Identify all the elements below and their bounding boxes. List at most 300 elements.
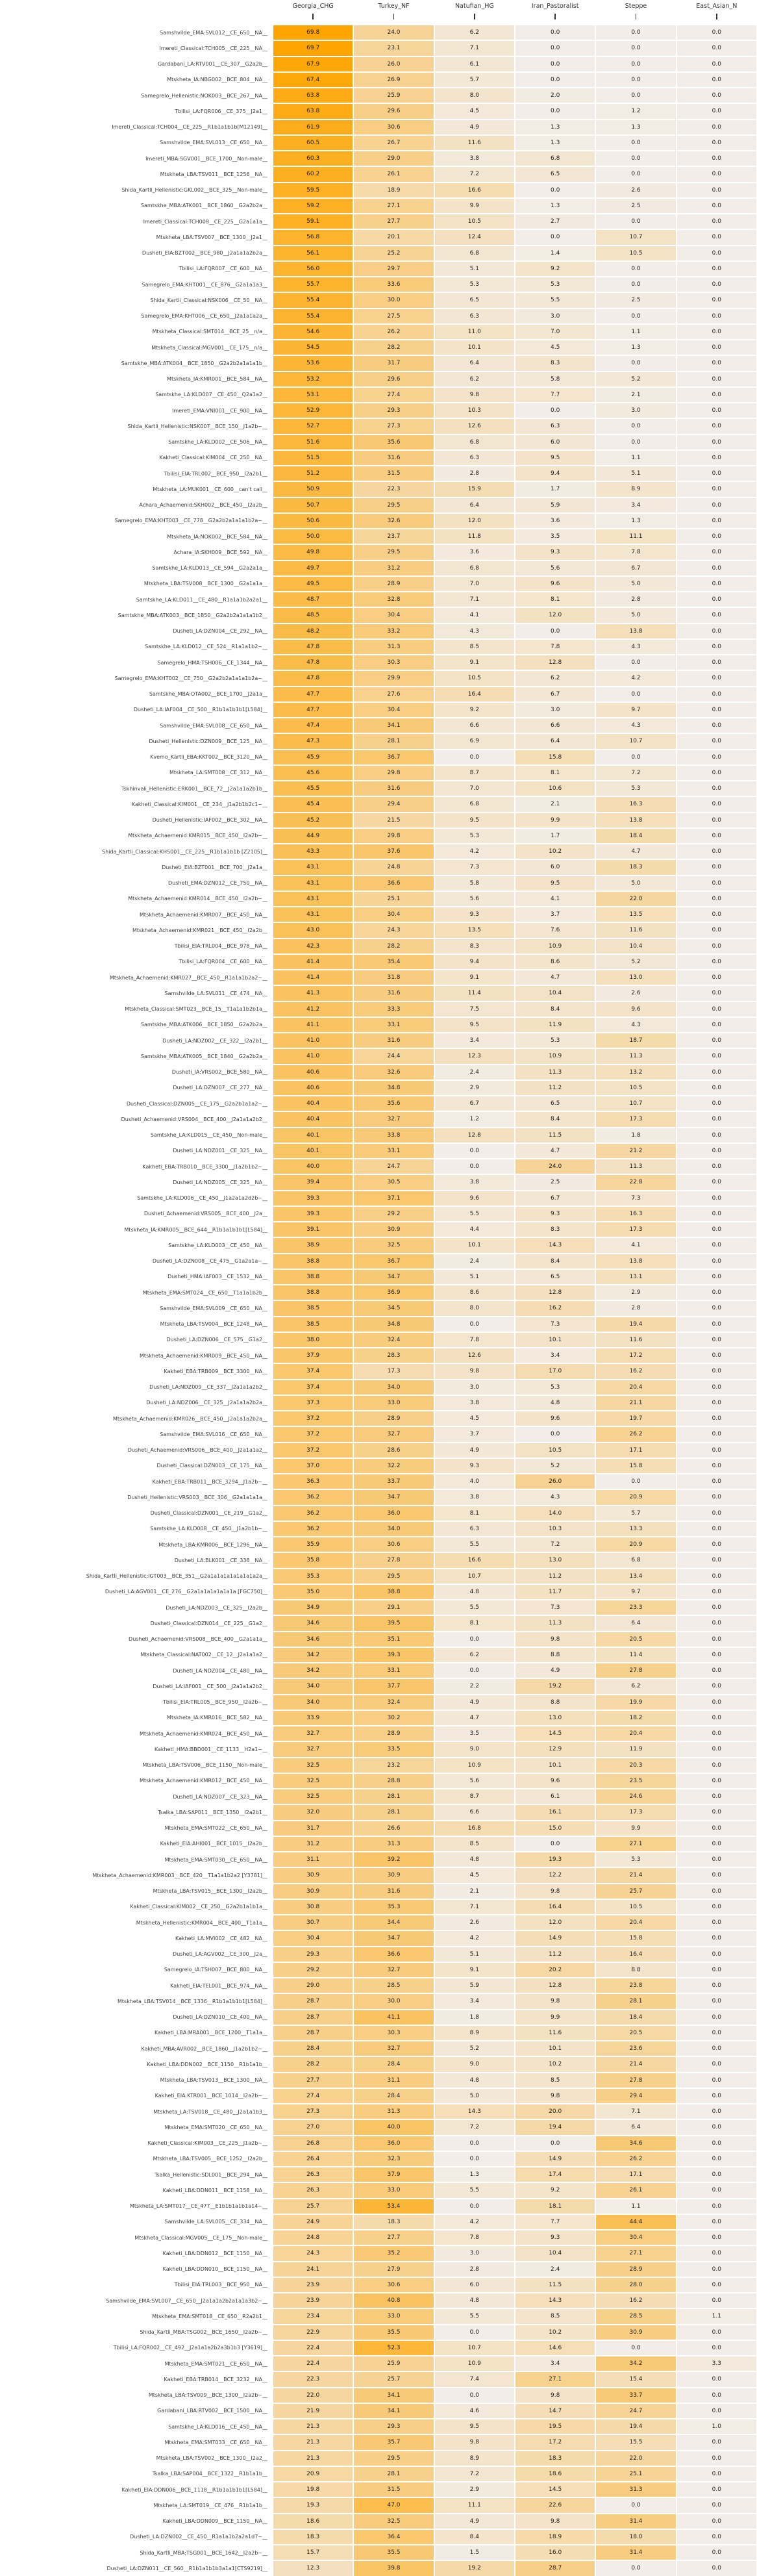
heatmap-cell: 3.4 [434,1993,515,2009]
heatmap-cell: 54.5 [273,340,353,355]
heatmap-cell: 9.8 [515,1993,595,2009]
heatmap-cell: 0.0 [676,922,757,938]
heatmap-cell: 0.0 [676,1663,757,1678]
heatmap-cell: 11.3 [595,1048,676,1064]
heatmap-cell: 3.0 [595,403,676,418]
heatmap-cell: 34.7 [353,1269,434,1285]
heatmap-cell: 42.3 [273,939,353,954]
heatmap-cell: 10.9 [434,2356,515,2371]
heatmap-cell: 0.0 [676,2482,757,2497]
heatmap-cell: 7.6 [515,922,595,938]
heatmap-cell: 35.6 [353,1096,434,1111]
heatmap-cell: 3.8 [434,1489,515,1505]
heatmap-cell: 0.0 [595,435,676,450]
heatmap-cell: 56.0 [273,261,353,277]
heatmap-cell: 4.1 [515,891,595,907]
heatmap-cell: 6.8 [515,151,595,166]
row-label: Kakheti_LBA:MRA001__BCE_1200__T1a1a__ [0,2025,273,2041]
row-label: Imereti_MBA:SGV001__BCE_1700__Non-male__ [0,151,273,166]
heatmap-cell: 33.2 [353,624,434,639]
heatmap-row [0,2277,757,2293]
heatmap-cell: 7.8 [434,2230,515,2245]
row-label: Mtskheta_EMA:SMT024__CE_650__T1a1a1b2b__ [0,1285,273,1300]
row-label: Mtskheta_LBA:TSV013__BCE_1300__NA__ [0,2073,273,2088]
heatmap-cell: 4.3 [595,639,676,655]
heatmap-cell: 28.2 [353,939,434,954]
heatmap-cell: 34.2 [595,2356,676,2371]
heatmap-cell: 31.3 [353,1836,434,1852]
heatmap-cell: 10.5 [595,246,676,261]
heatmap-cell: 34.0 [273,1678,353,1694]
heatmap-row [0,1332,757,1348]
heatmap-cell: 37.2 [273,1411,353,1426]
heatmap-cell: 29.8 [353,765,434,781]
heatmap-cell: 13.8 [595,813,676,828]
heatmap-row [0,1159,757,1174]
row-label: Tsalka_LBA:SAP011__BCE_1350__I2a2b1__ [0,1804,273,1820]
row-label: Mtskheta_LBA:TSV006__BCE_1150__Non-male__ [0,1758,273,1773]
heatmap-cell: 0.0 [676,718,757,733]
heatmap-row [0,561,757,576]
heatmap-cell: 28.4 [273,2041,353,2056]
heatmap-cell: 6.8 [595,1552,676,1568]
row-label: Samshvilde_EMA:SVL009__CE_650__NA__ [0,1300,273,1316]
row-label: Samshvilde_EMA:SVL013__CE_650__NA__ [0,135,273,151]
heatmap-cell: 22.3 [273,2371,353,2387]
heatmap-cell: 0.0 [676,481,757,497]
heatmap-cell: 9.9 [515,2010,595,2025]
heatmap-cell: 0.0 [676,1159,757,1174]
heatmap-cell: 5.7 [595,1506,676,1521]
heatmap-cell: 31.6 [353,1884,434,1899]
heatmap-cell: 7.3 [515,1317,595,1332]
heatmap-row [0,1443,757,1458]
heatmap-cell: 30.4 [273,1930,353,1946]
heatmap-cell: 6.9 [434,733,515,749]
heatmap-cell: 5.0 [595,576,676,592]
row-label: Kakheti_LBA:DDN011__BCE_1158__NA__ [0,2182,273,2198]
heatmap-cell: 1.2 [595,103,676,119]
heatmap-cell: 20.2 [515,1962,595,1978]
heatmap-cell: 32.8 [353,592,434,607]
row-label: Achara_Achaemenid:SKH002__BCE_450__I2a2b__ [0,498,273,513]
heatmap-cell: 27.7 [353,2230,434,2245]
heatmap-cell: 10.7 [434,1569,515,1584]
heatmap-row [0,1206,757,1222]
row-label: Mtskheta_Achaemenid:KMR026__BCE_450__J2a1a1a2b2a__ [0,1411,273,1426]
heatmap-row [0,1048,757,1064]
row-label: Mtskheta_EMA:SMT020__CE_650__NA__ [0,2119,273,2135]
heatmap-cell: 0.0 [595,655,676,670]
heatmap-cell: 0.0 [676,1789,757,1804]
heatmap-row [0,183,757,198]
row-label: Shida_Kartli_Hellenistic:IGT003__BCE_351__G2a1a1a1a1a1a1a1a2a__ [0,1569,273,1584]
heatmap-row [0,1002,757,1017]
heatmap-row [0,733,757,749]
heatmap-cell: 51.2 [273,466,353,481]
heatmap-cell: 41.4 [273,954,353,970]
row-label: Dusheti_IA:VRS002__BCE_580__NA__ [0,1065,273,1080]
row-label: Samtskhe_LA:KLD013__CE_594__G2a2a1a__ [0,561,273,576]
heatmap-cell: 11.1 [434,2497,515,2513]
heatmap-cell: 1.7 [515,481,595,497]
heatmap-cell: 7.1 [434,40,515,56]
heatmap-cell: 2.9 [434,1080,515,1096]
heatmap-cell: 23.3 [595,1600,676,1615]
heatmap-cell: 31.5 [353,466,434,481]
row-label: Mtskheta_Achaemenid:KMR021__BCE_450__I2a2b__ [0,922,273,938]
heatmap-cell: 30.9 [353,1222,434,1237]
heatmap-row [0,655,757,670]
heatmap-cell: 0.0 [515,103,595,119]
heatmap-cell: 0.0 [434,2325,515,2340]
heatmap-cell: 12.8 [515,1285,595,1300]
heatmap-cell: 10.7 [434,2340,515,2356]
heatmap-cell: 47.8 [273,655,353,670]
heatmap-cell: 0.0 [676,2293,757,2308]
heatmap-cell: 0.0 [676,1411,757,1426]
heatmap-cell: 20.9 [595,1489,676,1505]
heatmap-cell: 0.0 [676,2041,757,2056]
heatmap-cell: 4.8 [434,1852,515,1867]
heatmap-cell: 9.8 [434,1363,515,1379]
row-label: Dusheti_Hellenistic:IAF002__BCE_302__NA__ [0,813,273,828]
heatmap-cell: 37.6 [353,844,434,859]
heatmap-cell: 4.4 [434,1222,515,1237]
heatmap-cell: 0.0 [676,1300,757,1316]
heatmap-cell: 5.0 [595,876,676,891]
heatmap-cell: 15.8 [595,1458,676,1474]
heatmap-cell: 20.0 [515,2104,595,2119]
row-label: Mtskheta_Achaemenid:KMR003__BCE_420__T1a1a1b2a2 [Y3781]__ [0,1867,273,1883]
heatmap-cell: 16.4 [595,1947,676,1962]
heatmap-cell: 0.0 [676,1206,757,1222]
heatmap-cell: 10.1 [434,1237,515,1253]
heatmap-row [0,229,757,245]
heatmap-cell: 32.5 [273,1789,353,1804]
heatmap-cell: 20.1 [353,229,434,245]
header-spacer [0,0,273,25]
heatmap-row [0,2371,757,2387]
heatmap-row [0,1065,757,1080]
heatmap-cell: 5.7 [434,72,515,88]
heatmap-cell: 48.5 [273,607,353,623]
heatmap-cell: 3.5 [515,529,595,544]
heatmap-cell: 11.7 [515,1584,595,1600]
heatmap-cell: 19.4 [595,2419,676,2434]
heatmap-cell: 26.2 [595,1426,676,1442]
heatmap-cell: 2.1 [595,387,676,403]
heatmap-cell: 36.2 [273,1489,353,1505]
heatmap-row [0,246,757,261]
heatmap-cell: 30.6 [353,2277,434,2293]
heatmap-cell: 52.7 [273,418,353,434]
row-label: Kakheti_LBA:DDN002__BCE_1150__R1b1a1b__ [0,2056,273,2072]
row-label: Dusheti_LA:DZN007__CE_277__NA__ [0,1080,273,1096]
heatmap-row [0,1317,757,1332]
heatmap-cell: 21.9 [273,2403,353,2419]
heatmap-cell: 6.0 [434,2277,515,2293]
heatmap-cell: 0.0 [595,214,676,229]
heatmap-cell: 8.4 [515,1002,595,1017]
heatmap-cell: 15.8 [515,750,595,765]
heatmap-cell: 5.3 [515,1380,595,1395]
heatmap-cell: 0.0 [676,246,757,261]
heatmap-cell: 2.9 [595,1285,676,1300]
heatmap-cell: 0.0 [676,1521,757,1537]
row-label: Shida_Kartli_MBA:TSG002__BCE_1650__I2a2b~__ [0,2325,273,2340]
heatmap-cell: 3.8 [434,151,515,166]
row-label: Kakheti_HMA:BBD001__CE_1133__H2a1~__ [0,1741,273,1757]
heatmap-row [0,592,757,607]
row-label: Mtskheta_Classical:MGV001__CE_175__n/a__ [0,340,273,355]
heatmap-cell: 5.6 [434,1773,515,1789]
heatmap-cell: 13.3 [595,1521,676,1537]
heatmap-cell: 6.4 [434,498,515,513]
heatmap-cell: 3.6 [434,544,515,560]
heatmap-cell: 11.2 [515,1569,595,1584]
heatmap-cell: 33.0 [353,1395,434,1411]
heatmap-cell: 28.5 [353,1978,434,1993]
heatmap-cell: 28.1 [353,1789,434,1804]
heatmap-cell: 11.8 [434,529,515,544]
heatmap-cell: 2.4 [434,1065,515,1080]
heatmap-cell: 7.1 [595,2104,676,2119]
row-label: Samtskhe_LA:KLD016__CE_450__NA__ [0,2419,273,2434]
heatmap-cell: 55.4 [273,292,353,308]
heatmap-cell: 36.2 [273,1506,353,1521]
heatmap-cell: 10.1 [515,2041,595,2056]
row-label: Samtskhe_LA:KLD011__CE_480__R1a1a1b2a2a1__ [0,592,273,607]
heatmap-row [0,891,757,907]
row-label: Mtskheta_LBA:TSV014__BCE_1336__R1b1a1b1b1[L584]__ [0,1993,273,2009]
heatmap-cell: 25.9 [353,2356,434,2371]
row-label: Dusheti_LA:DZN004__CE_292__NA__ [0,624,273,639]
row-label: Tbilisi_LA:FQR004__CE_600__NA__ [0,954,273,970]
heatmap-cell: 23.9 [273,2293,353,2308]
heatmap-cell: 21.2 [595,1143,676,1159]
heatmap-cell: 34.1 [353,2403,434,2419]
row-label: Dusheti_Classical:DZN014__CE_225__G1a2__ [0,1615,273,1631]
heatmap-row [0,1695,757,1710]
heatmap-cell: 18.4 [595,828,676,844]
heatmap-cell: 8.4 [515,1111,595,1127]
heatmap-cell: 43.0 [273,922,353,938]
heatmap-cell: 5.2 [434,2041,515,2056]
row-label: Samtskhe_MBA:ATK001__BCE_1860__G2a2b2a__ [0,198,273,214]
row-label: Dusheti_LA:IAF004__CE_500__R1b1a1b1b1[L584]__ [0,702,273,718]
heatmap-cell: 1.4 [515,246,595,261]
heatmap-cell: 29.0 [273,1978,353,1993]
heatmap-cell: 36.9 [353,1285,434,1300]
row-label: Dusheti_Hellenistic:VRS003__BCE_306__G2a1a1a1a__ [0,1489,273,1505]
heatmap-cell: 27.4 [353,387,434,403]
heatmap-row [0,2497,757,2513]
heatmap-cell: 31.6 [353,1033,434,1048]
heatmap-cell: 0.0 [676,2056,757,2072]
row-label: Kakheti_EIA:AHI001__BCE_1015__I2a2b__ [0,1836,273,1852]
heatmap-cell: 59.1 [273,214,353,229]
heatmap-cell: 26.7 [353,135,434,151]
heatmap-cell: 4.7 [434,1710,515,1726]
row-label: Kakheti_LBA:DDN012__BCE_1150__NA__ [0,2245,273,2261]
heatmap-cell: 41.0 [273,1033,353,1048]
heatmap-cell: 0.0 [676,592,757,607]
heatmap-cell: 0.0 [595,88,676,103]
heatmap-cell: 21.4 [595,1867,676,1883]
row-label: Tbilisi_LA:FQR006__CE_375__J2a1__ [0,103,273,119]
heatmap-cell: 47.8 [273,670,353,686]
heatmap-cell: 8.9 [434,2025,515,2041]
heatmap-cell: 0.0 [676,72,757,88]
heatmap-cell: 24.0 [515,1159,595,1174]
heatmap-cell: 0.0 [676,214,757,229]
heatmap-cell: 7.4 [434,2371,515,2387]
row-label: Dusheti_EIA:BZT002__BCE_980__J2a1a1a2b2a__ [0,246,273,261]
heatmap-cell: 40.4 [273,1096,353,1111]
heatmap-cell: 45.2 [273,813,353,828]
row-label: Mtskheta_Achaemenid:KMR012__BCE_450__NA__ [0,1773,273,1789]
heatmap-cell: 0.0 [676,970,757,985]
heatmap-cell: 0.0 [676,2214,757,2230]
heatmap-row [0,1537,757,1552]
heatmap-cell: 3.0 [515,309,595,324]
row-label: Kakheti_EBA:TRB014__BCE_3232__NA__ [0,2371,273,2387]
heatmap-cell: 7.0 [434,781,515,796]
heatmap-cell: 6.7 [515,687,595,702]
heatmap-cell: 8.7 [434,765,515,781]
heatmap-cell: 5.5 [434,1206,515,1222]
heatmap-cell: 9.8 [515,1884,595,1899]
heatmap-row [0,970,757,985]
heatmap-cell: 40.1 [273,1143,353,1159]
heatmap-cell: 13.0 [595,970,676,985]
heatmap-cell: 33.0 [353,2308,434,2324]
heatmap-cell: 12.0 [434,513,515,529]
heatmap-cell: 5.6 [515,561,595,576]
heatmap-cell: 21.1 [595,1395,676,1411]
heatmap-cell: 35.9 [273,1537,353,1552]
heatmap-row [0,103,757,119]
heatmap-cell: 14.7 [515,2403,595,2419]
heatmap-cell: 0.0 [676,1615,757,1631]
heatmap-cell: 59.5 [273,183,353,198]
heatmap-cell: 24.9 [273,2214,353,2230]
heatmap-cell: 1.0 [676,2419,757,2434]
heatmap-cell: 24.8 [273,2230,353,2245]
heatmap-cell: 0.0 [676,2497,757,2513]
heatmap-cell: 10.3 [515,1521,595,1537]
heatmap-cell: 2.8 [434,466,515,481]
heatmap-cell: 37.2 [273,1426,353,1442]
heatmap-cell: 45.6 [273,765,353,781]
heatmap-row [0,2514,757,2529]
heatmap-cell: 6.0 [515,435,595,450]
heatmap-cell: 0.0 [676,1317,757,1332]
heatmap-cell: 0.0 [676,1426,757,1442]
row-label: Samtskhe_LA:KLD007__CE_450__Q2a1a2__ [0,387,273,403]
heatmap-cell: 40.1 [273,1128,353,1143]
heatmap-row [0,607,757,623]
heatmap-cell: 0.0 [676,2388,757,2403]
heatmap-cell: 0.0 [676,1695,757,1710]
column-header-label: Iran_Pastoralist [531,3,579,10]
heatmap-cell: 11.4 [434,985,515,1001]
heatmap-cell: 10.7 [595,1096,676,1111]
heatmap-cell: 23.4 [273,2308,353,2324]
row-label: Dusheti_LA:NDZ009__CE_337__J2a1a1a2b2__ [0,1380,273,1395]
heatmap-cell: 34.6 [273,1615,353,1631]
heatmap-cell: 39.3 [273,1191,353,1206]
heatmap-cell: 38.8 [273,1285,353,1300]
heatmap-cell: 6.3 [515,418,595,434]
heatmap-cell: 32.2 [353,1458,434,1474]
heatmap-cell: 36.0 [353,2136,434,2151]
heatmap-cell: 7.2 [434,2466,515,2482]
heatmap-cell: 8.1 [434,1615,515,1631]
heatmap-cell: 0.0 [676,859,757,875]
row-label: Mtskheta_Achaemenid:KMR024__BCE_450__NA__ [0,1726,273,1741]
heatmap-cell: 0.0 [676,2199,757,2214]
heatmap-cell: 0.0 [676,466,757,481]
heatmap-cell: 0.0 [676,292,757,308]
heatmap-cell: 0.0 [595,2340,676,2356]
heatmap-cell: 5.2 [515,1458,595,1474]
heatmap-cell: 0.0 [676,2025,757,2041]
heatmap-cell: 0.0 [676,2104,757,2119]
heatmap-cell: 12.8 [515,655,595,670]
heatmap-cell: 0.0 [676,2167,757,2182]
heatmap-cell: 20.9 [595,1537,676,1552]
heatmap-cell: 0.0 [676,418,757,434]
heatmap-cell: 0.0 [676,2088,757,2104]
heatmap-cell: 9.3 [515,2230,595,2245]
heatmap-cell: 37.0 [273,1458,353,1474]
row-label: Samtskhe_MBA:OTA002__BCE_1700__J2a1a__ [0,687,273,702]
heatmap-cell: 1.2 [434,1111,515,1127]
heatmap-cell: 19.2 [515,1678,595,1694]
heatmap-cell: 0.0 [676,1143,757,1159]
heatmap-cell: 20.4 [595,1915,676,1930]
heatmap-cell: 9.0 [434,2056,515,2072]
heatmap-cell: 0.0 [676,1285,757,1300]
heatmap-cell: 27.7 [353,214,434,229]
heatmap-row [0,1978,757,1993]
heatmap-cell: 29.2 [273,1962,353,1978]
row-label: Kakheti_Classical:KIM004__CE_250__NA__ [0,450,273,466]
heatmap-cell: 8.0 [434,88,515,103]
heatmap-cell: 0.0 [676,1111,757,1127]
heatmap-cell: 45.5 [273,781,353,796]
heatmap-row [0,2230,757,2245]
heatmap-cell: 9.5 [434,813,515,828]
heatmap-cell: 31.7 [353,355,434,371]
row-label: Mtskheta_EMA:SMT021__CE_650__NA__ [0,2356,273,2371]
heatmap-cell: 2.5 [515,1174,595,1190]
heatmap-row [0,324,757,340]
row-label: Mtskheta_IA:KMR005__BCE_644__R1b1a1b1b1[L584]__ [0,1222,273,1237]
heatmap-cell: 22.4 [273,2340,353,2356]
heatmap-cell: 9.1 [434,970,515,985]
heatmap-row [0,387,757,403]
heatmap-cell: 30.8 [273,1899,353,1915]
heatmap-row [0,2025,757,2041]
row-label: Dusheti_Hellenistic:DZN009__BCE_125__NA__ [0,733,273,749]
heatmap-row [0,939,757,954]
heatmap-cell: 11.2 [515,1947,595,1962]
row-label: Samtskhe_LA:KLD003__CE_450__NA__ [0,1237,273,1253]
row-label: Mtskheta_LBA:TSV002__BCE_1300__I2a2__ [0,2451,273,2466]
